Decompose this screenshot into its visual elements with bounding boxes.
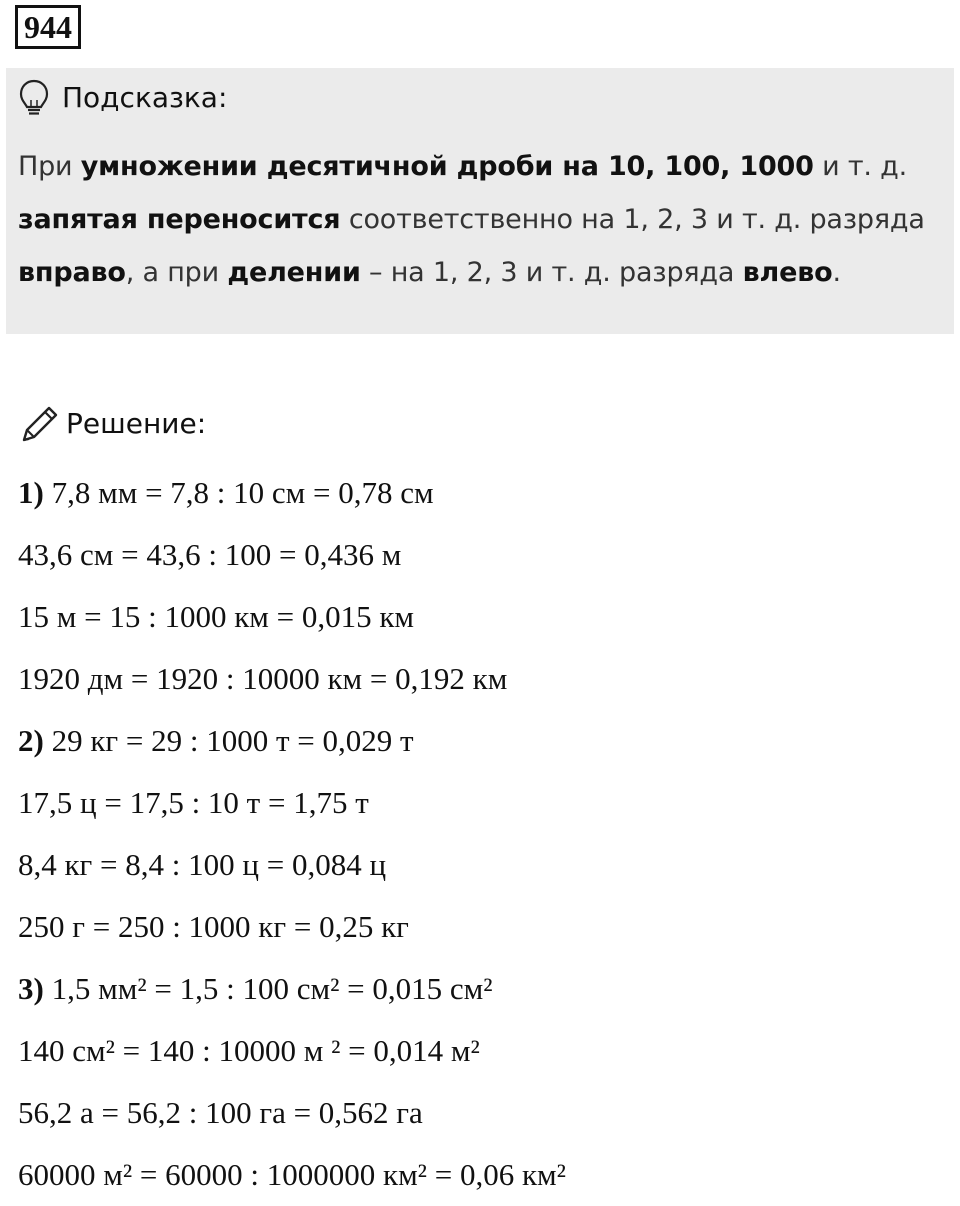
solution-line: 1) 7,8 мм = 7,8 : 10 см = 0,78 см <box>18 475 434 510</box>
solution-line: 8,4 кг = 8,4 : 100 ц = 0,084 ц <box>18 847 387 882</box>
hint-title: Подсказка: <box>62 81 228 114</box>
hint-line-2: запятая переносится соответственно на 1, 2, 3 и т. д. разряда <box>18 204 925 235</box>
solution-line: 2) 29 кг = 29 : 1000 т = 0,029 т <box>18 723 414 758</box>
pencil-icon <box>16 402 62 448</box>
solution-line: 1920 дм = 1920 : 10000 км = 0,192 км <box>18 661 508 696</box>
solution-line: 60000 м² = 60000 : 1000000 км² = 0,06 км² <box>18 1157 566 1192</box>
solution-line: 17,5 ц = 17,5 : 10 т = 1,75 т <box>18 785 369 820</box>
lightbulb-icon <box>18 78 50 118</box>
hint-line-3: вправо, а при делении – на 1, 2, 3 и т. д. разряда влево. <box>18 257 841 288</box>
solution-body <box>18 462 948 1206</box>
hint-line-1: При умножении десятичной дроби на 10, 100, 1000 и т. д. <box>18 151 907 182</box>
solution-line: 43,6 см = 43,6 : 100 = 0,436 м <box>18 537 402 572</box>
solution-title: Решение: <box>66 407 207 440</box>
solution-line: 56,2 а = 56,2 : 100 га = 0,562 га <box>18 1095 423 1130</box>
hint-text <box>18 140 948 299</box>
task-number: 944 <box>15 5 81 49</box>
solution-line: 140 см² = 140 : 10000 м ² = 0,014 м² <box>18 1033 480 1068</box>
solution-line: 3) 1,5 мм² = 1,5 : 100 см² = 0,015 см² <box>18 971 493 1006</box>
solution-line: 250 г = 250 : 1000 кг = 0,25 кг <box>18 909 409 944</box>
solution-line: 15 м = 15 : 1000 км = 0,015 км <box>18 599 415 634</box>
